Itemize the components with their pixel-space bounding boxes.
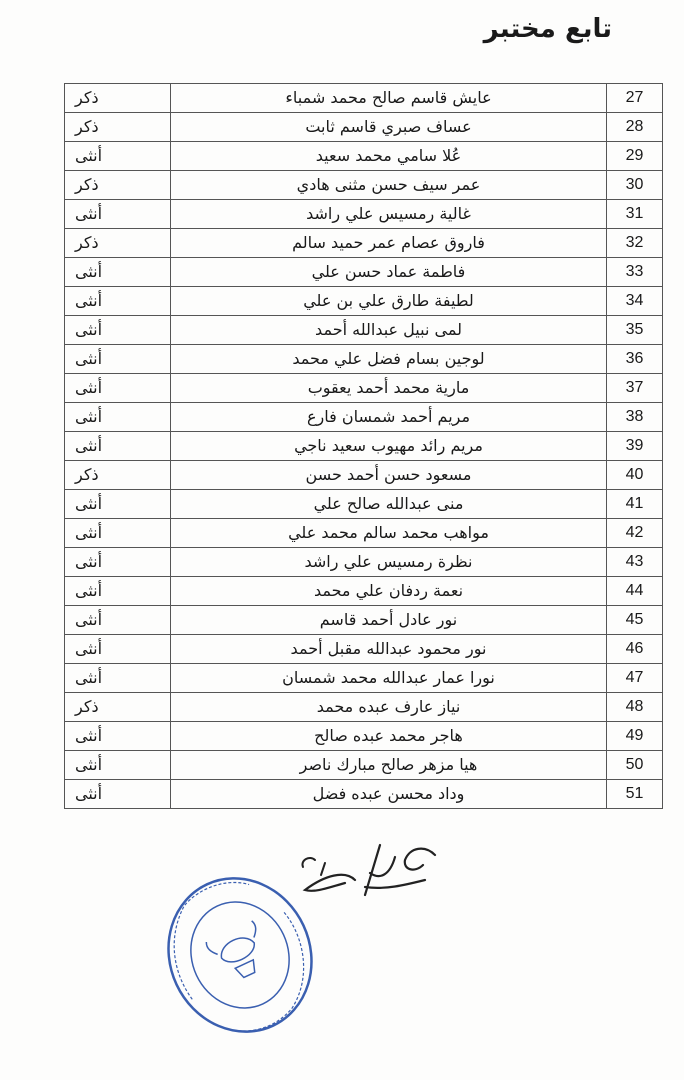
gender-label: أنثى [75, 552, 103, 571]
gender-label: أنثى [75, 146, 103, 165]
student-name: نور محمود عبدالله مقبل أحمد [171, 635, 607, 664]
student-name: وداد محسن عبده فضل [171, 780, 607, 809]
table-row [65, 258, 663, 287]
students-table-body [65, 84, 663, 809]
table-row [65, 287, 663, 316]
student-name: مارية محمد أحمد يعقوب [171, 374, 607, 403]
gender-label: أنثى [75, 581, 103, 600]
student-name: هيا مزهر صالح مبارك ناصر [171, 751, 607, 780]
row-number: 43 [607, 548, 663, 577]
gender-label: أنثى [75, 494, 103, 513]
row-number: 30 [607, 171, 663, 200]
gender-label: أنثى [75, 755, 103, 774]
page-title: تابع مختبر [483, 14, 612, 44]
student-name: عايش قاسم صالح محمد شمباء [171, 84, 607, 113]
gender-cell [65, 287, 171, 316]
gender-cell [65, 229, 171, 258]
gender-cell [65, 432, 171, 461]
row-number: 45 [607, 606, 663, 635]
gender-label: أنثى [75, 349, 103, 368]
gender-cell [65, 345, 171, 374]
row-number: 34 [607, 287, 663, 316]
table-row [65, 142, 663, 171]
table-row [65, 548, 663, 577]
row-number: 44 [607, 577, 663, 606]
gender-cell [65, 780, 171, 809]
gender-label: ذكر [75, 233, 99, 252]
table-row [65, 171, 663, 200]
row-number: 40 [607, 461, 663, 490]
row-number: 37 [607, 374, 663, 403]
row-number: 47 [607, 664, 663, 693]
gender-cell [65, 606, 171, 635]
gender-cell [65, 635, 171, 664]
student-name: غالية رمسيس علي راشد [171, 200, 607, 229]
gender-cell [65, 142, 171, 171]
gender-label: ذكر [75, 697, 99, 716]
row-number: 29 [607, 142, 663, 171]
gender-cell [65, 84, 171, 113]
row-number: 48 [607, 693, 663, 722]
student-name: لطيفة طارق علي بن علي [171, 287, 607, 316]
gender-label: ذكر [75, 465, 99, 484]
row-number: 35 [607, 316, 663, 345]
student-name: فاروق عصام عمر حميد سالم [171, 229, 607, 258]
student-name: عُلا سامي محمد سعيد [171, 142, 607, 171]
gender-cell [65, 722, 171, 751]
table-row [65, 113, 663, 142]
table-row [65, 722, 663, 751]
gender-cell [65, 374, 171, 403]
gender-cell [65, 171, 171, 200]
row-number: 51 [607, 780, 663, 809]
student-name: نياز عارف عبده محمد [171, 693, 607, 722]
gender-cell [65, 113, 171, 142]
table-row [65, 345, 663, 374]
student-name: مواهب محمد سالم محمد علي [171, 519, 607, 548]
gender-cell [65, 548, 171, 577]
gender-label: أنثى [75, 668, 103, 687]
gender-cell [65, 751, 171, 780]
gender-label: أنثى [75, 784, 103, 803]
table-row [65, 316, 663, 345]
student-name: نعمة ردفان علي محمد [171, 577, 607, 606]
student-name: عساف صبري قاسم ثابت [171, 113, 607, 142]
gender-cell [65, 490, 171, 519]
row-number: 32 [607, 229, 663, 258]
row-number: 28 [607, 113, 663, 142]
row-number: 39 [607, 432, 663, 461]
row-number: 38 [607, 403, 663, 432]
gender-label: أنثى [75, 291, 103, 310]
gender-cell [65, 316, 171, 345]
gender-label: أنثى [75, 407, 103, 426]
gender-label: أنثى [75, 726, 103, 745]
student-name: مسعود حسن أحمد حسن [171, 461, 607, 490]
table-row [65, 664, 663, 693]
row-number: 50 [607, 751, 663, 780]
table-row [65, 490, 663, 519]
table-row [65, 374, 663, 403]
table-row [65, 635, 663, 664]
table-row [65, 403, 663, 432]
gender-label: أنثى [75, 262, 103, 281]
row-number: 46 [607, 635, 663, 664]
official-stamp [160, 865, 320, 1045]
student-name: نظرة رمسيس علي راشد [171, 548, 607, 577]
gender-cell [65, 577, 171, 606]
gender-label: أنثى [75, 320, 103, 339]
table-row [65, 606, 663, 635]
gender-label: أنثى [75, 610, 103, 629]
gender-label: أنثى [75, 378, 103, 397]
gender-label: ذكر [75, 88, 99, 107]
table-row [65, 780, 663, 809]
gender-label: أنثى [75, 523, 103, 542]
table-row [65, 519, 663, 548]
table-row [65, 84, 663, 113]
row-number: 41 [607, 490, 663, 519]
table-row [65, 461, 663, 490]
student-name: نورا عمار عبدالله محمد شمسان [171, 664, 607, 693]
row-number: 33 [607, 258, 663, 287]
row-number: 27 [607, 84, 663, 113]
gender-label: ذكر [75, 117, 99, 136]
student-name: هاجر محمد عبده صالح [171, 722, 607, 751]
row-number: 49 [607, 722, 663, 751]
student-name: لوجين بسام فضل علي محمد [171, 345, 607, 374]
row-number: 36 [607, 345, 663, 374]
table-row [65, 577, 663, 606]
table-row [65, 751, 663, 780]
gender-cell [65, 258, 171, 287]
gender-cell [65, 200, 171, 229]
gender-label: أنثى [75, 436, 103, 455]
student-name: نور عادل أحمد قاسم [171, 606, 607, 635]
student-name: لمى نبيل عبدالله أحمد [171, 316, 607, 345]
students-table [64, 83, 663, 809]
gender-cell [65, 693, 171, 722]
student-name: عمر سيف حسن مثنى هادي [171, 171, 607, 200]
student-name: مريم أحمد شمسان فارع [171, 403, 607, 432]
table-row [65, 432, 663, 461]
gender-cell [65, 461, 171, 490]
gender-cell [65, 403, 171, 432]
gender-label: أنثى [75, 639, 103, 658]
gender-cell [65, 664, 171, 693]
row-number: 42 [607, 519, 663, 548]
student-name: فاطمة عماد حسن علي [171, 258, 607, 287]
row-number: 31 [607, 200, 663, 229]
student-name: مريم رائد مهيوب سعيد ناجي [171, 432, 607, 461]
gender-label: أنثى [75, 204, 103, 223]
gender-label: ذكر [75, 175, 99, 194]
table-row [65, 229, 663, 258]
table-row [65, 693, 663, 722]
gender-cell [65, 519, 171, 548]
table-row [65, 200, 663, 229]
student-name: منى عبدالله صالح علي [171, 490, 607, 519]
